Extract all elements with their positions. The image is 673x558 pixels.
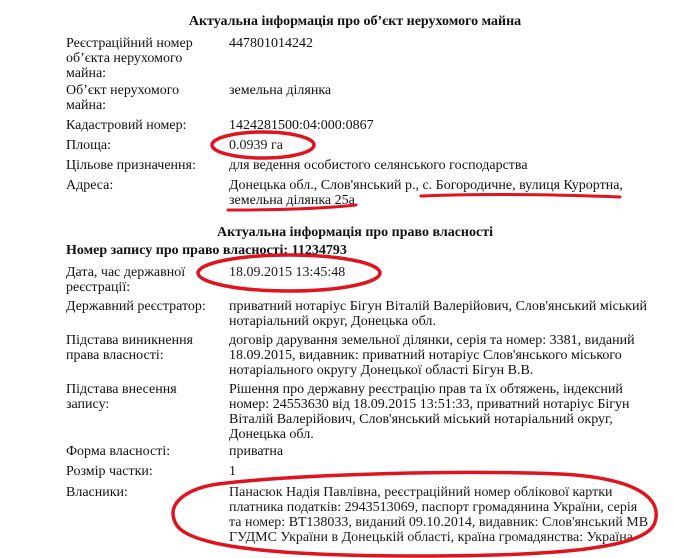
label-registrar: Державний реєстратор: bbox=[66, 299, 206, 314]
value-share-size: 1 bbox=[229, 464, 236, 479]
value-area: 0.0939 га bbox=[229, 138, 283, 153]
value-purpose: для ведення особистого селянського господарства bbox=[229, 158, 528, 173]
value-owners: Панасюк Надія Павлівна, реєстраційний номер облікової картки платника податків: 2943513069, паспорт громадянина України, серія та номер: ВТ138033, виданий 09.10.2014, видавник: Слов'янський МВ ГУДМС України в Донецькій області, країна громадянства: Україна bbox=[229, 485, 649, 545]
value-cadastral-number: 1424281500:04:000:0867 bbox=[229, 118, 374, 133]
label-purpose: Цільове призначення: bbox=[66, 158, 196, 173]
label-registration-date: Дата, час державної реєстрації: bbox=[66, 265, 186, 295]
label-ownership-basis: Підстава виникнення права власності: bbox=[66, 333, 193, 363]
label-share-size: Розмір частки: bbox=[66, 464, 153, 479]
value-ownership-form: приватна bbox=[229, 444, 284, 459]
label-registration-number: Реєстраційний номер об’єкта нерухомого майна: bbox=[66, 36, 193, 81]
value-record-basis: Рішення про державну реєстрацію прав та їх обтяжень, індексний номер: 24553630 від 18.09.2015 13:51:33, приватний нотаріус Бігун Віталій Валерійович, Слов'янський міський нотаріальний округ, Донецька обл. bbox=[229, 382, 630, 442]
value-registration-date: 18.09.2015 13:45:48 bbox=[229, 265, 346, 280]
value-ownership-basis: договір дарування земельної ділянки, серія та номер: 3381, виданий 18.09.2015, видавник: приватний нотаріус Слов'янського міського нотаріального округу Донецької області Бігун В.В. bbox=[229, 333, 635, 378]
section-title-property: Актуальна інформація про об’єкт нерухомого майна bbox=[188, 14, 522, 29]
value-property-object: земельна ділянка bbox=[229, 83, 332, 98]
label-property-object: Об’єкт нерухомого майна: bbox=[66, 83, 180, 113]
section-title-ownership: Актуальна інформація про право власності bbox=[217, 225, 493, 240]
label-owners: Власники: bbox=[66, 485, 128, 500]
value-registrar: приватний нотаріус Бігун Віталій Валерійович, Слов'янський міський нотаріальний округ, Донецька обл. bbox=[229, 299, 647, 329]
label-cadastral-number: Кадастровий номер: bbox=[66, 118, 187, 133]
label-record-basis: Підстава внесення запису: bbox=[66, 382, 177, 412]
label-address: Адреса: bbox=[66, 178, 114, 193]
label-area: Площа: bbox=[66, 138, 111, 153]
value-address: Донецька обл., Слов'янський р., с. Богородичне, вулиця Курортна, земельна ділянка 25а bbox=[229, 178, 623, 208]
value-registration-number: 447801014242 bbox=[229, 36, 313, 51]
ownership-record-number: Номер запису про право власності: 11234793 bbox=[66, 243, 347, 258]
label-ownership-form: Форма власності: bbox=[66, 444, 171, 459]
